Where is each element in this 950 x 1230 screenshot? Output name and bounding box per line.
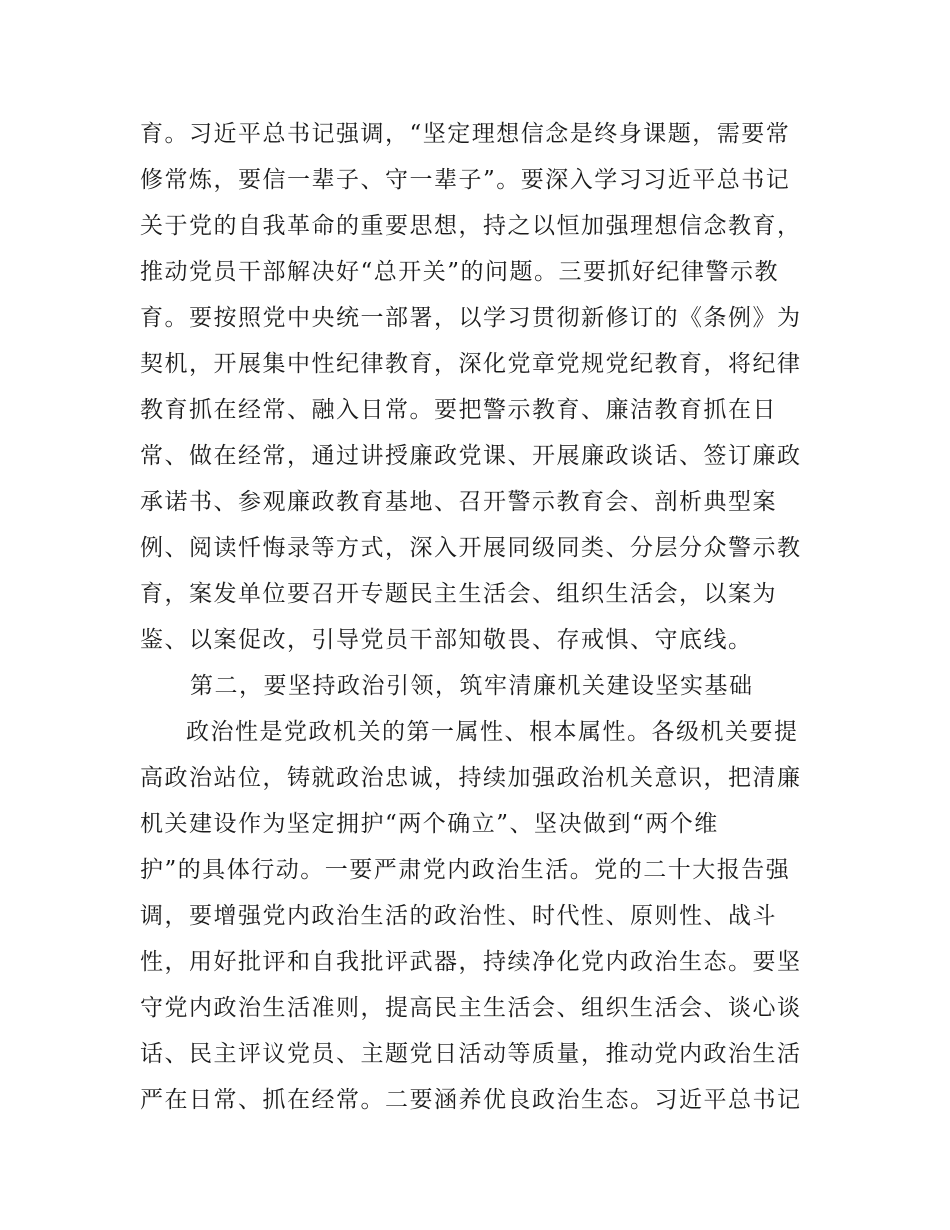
text-line: 修常炼，要信一辈子、守一辈子”。要深入学习习近平总书记 — [140, 167, 791, 193]
text-line: 守党内政治生活准则，提高民主生活会、组织生活会、谈心谈 — [140, 995, 802, 1021]
text-line: 育。习近平总书记强调，“坚定理想信念是终身课题，需要常 — [140, 121, 791, 147]
text-line: 话、民主评议党员、主题党日活动等质量，推动党内政治生活 — [140, 1041, 802, 1067]
text-line: 机关建设作为坚定拥护“两个确立”、坚决做到“两个维 — [140, 811, 719, 837]
text-line: 调，要增强党内政治生活的政治性、时代性、原则性、战斗 — [140, 903, 777, 929]
text-line: 护”的具体行动。一要严肃党内政治生活。党的二十大报告强 — [140, 857, 791, 883]
text-line: 政治性是党政机关的第一属性、根本属性。各级机关要提 — [186, 719, 799, 745]
text-line: 鉴、以案促改，引导党员干部知敬畏、存戒惧、守底线。 — [140, 627, 753, 653]
text-line: 严在日常、抓在经常。二要涵养优良政治生态。习近平总书记 — [140, 1087, 802, 1113]
text-line: 教育抓在经常、融入日常。要把警示教育、廉洁教育抓在日 — [140, 397, 777, 423]
text-line: 契机，开展集中性纪律教育，深化党章党规党纪教育，将纪律 — [140, 351, 802, 377]
text-line: 常、做在经常，通过讲授廉政党课、开展廉政谈话、签订廉政 — [140, 443, 802, 469]
text-line: 育。要按照党中央统一部署，以学习贯彻新修订的《条例》为 — [140, 305, 802, 331]
text-line: 例、阅读忏悔录等方式，深入开展同级同类、分层分众警示教 — [140, 535, 802, 561]
text-line: 高政治站位，铸就政治忠诚，持续加强政治机关意识，把清廉 — [140, 765, 802, 791]
text-line: 承诺书、参观廉政教育基地、召开警示教育会、剖析典型案 — [140, 489, 777, 515]
section-heading: 第二，要坚持政治引领，筑牢清廉机关建设坚实基础 — [190, 673, 754, 699]
text-line: 性，用好批评和自我批评武器，持续净化党内政治生态。要坚 — [140, 949, 802, 975]
text-line: 育，案发单位要召开专题民主生活会、组织生活会，以案为 — [140, 581, 777, 607]
text-line: 关于党的自我革命的重要思想，持之以恒加强理想信念教育， — [140, 213, 802, 239]
text-line: 推动党员干部解决好“总开关”的问题。三要抓好纪律警示教 — [140, 259, 780, 285]
